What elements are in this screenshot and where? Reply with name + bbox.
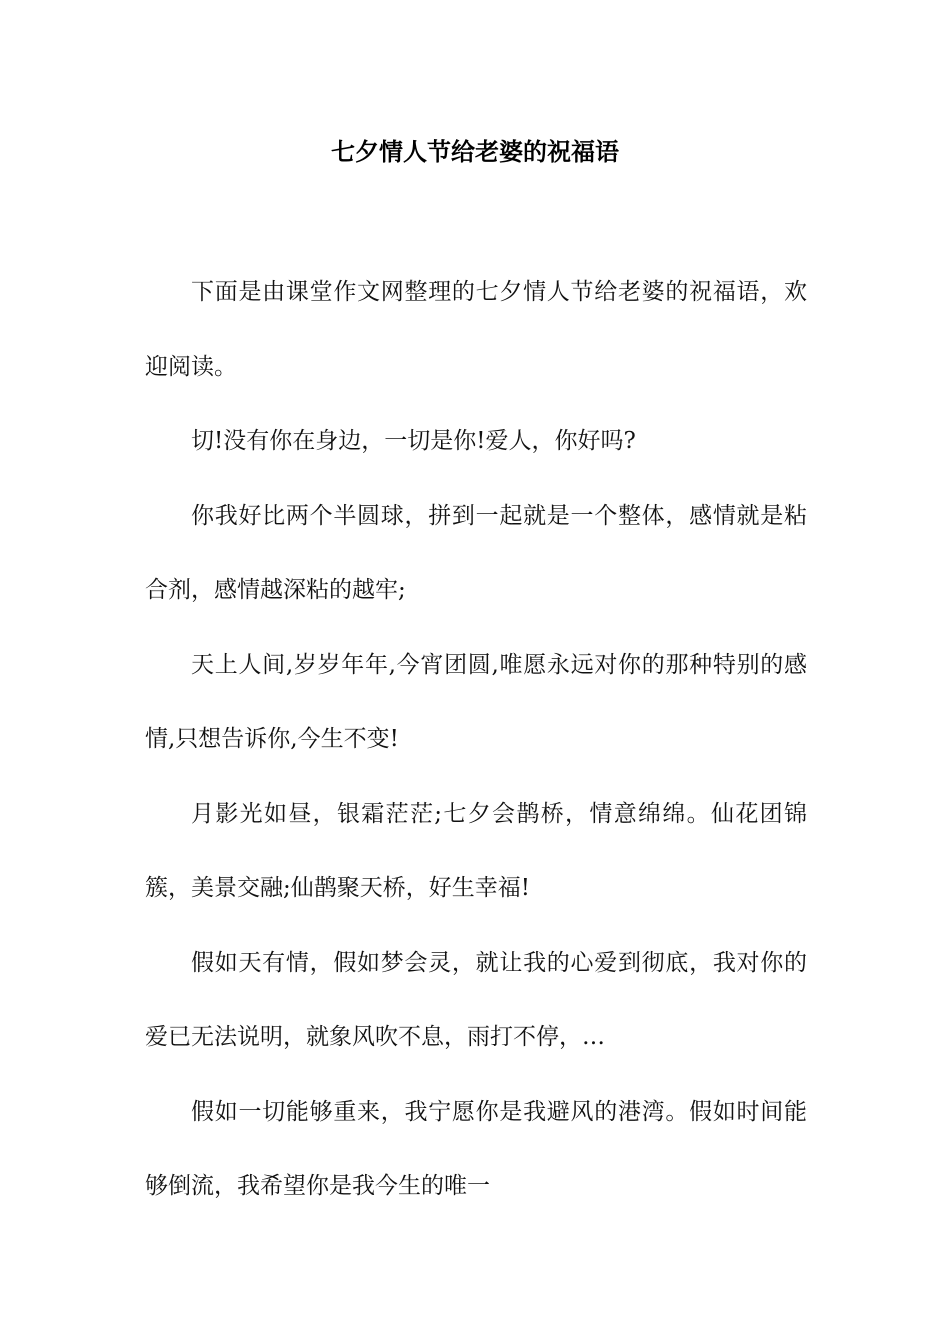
paragraph-intro: 下面是由课堂作文网整理的七夕情人节给老婆的祝福语，欢迎阅读。 (145, 279, 807, 380)
paragraph: 切!没有你在身边，一切是你!爱人，你好吗? (191, 428, 636, 454)
paragraph: 你我好比两个半圆球，拼到一起就是一个整体，感情就是粘合剂，感情越深粘的越牢; (145, 502, 807, 603)
document-body (145, 255, 807, 1224)
paragraph: 假如天有情，假如梦会灵，就让我的心爱到彻底，我对你的爱已无法说明，就象风吹不息，雨打不停，… (145, 949, 807, 1050)
paragraph: 假如一切能够重来，我宁愿你是我避风的港湾。假如时间能够倒流，我希望你是我今生的唯一 (145, 1098, 807, 1199)
document-title: 七夕情人节给老婆的祝福语 (331, 137, 619, 166)
paragraph: 天上人间,岁岁年年,今宵团圆,唯愿永远对你的那种特别的感情,只想告诉你,今生不变! (145, 651, 807, 752)
paragraph: 月影光如昼，银霜茫茫;七夕会鹊桥，情意绵绵。仙花团锦簇，美景交融;仙鹊聚天桥，好生幸福! (145, 800, 807, 901)
